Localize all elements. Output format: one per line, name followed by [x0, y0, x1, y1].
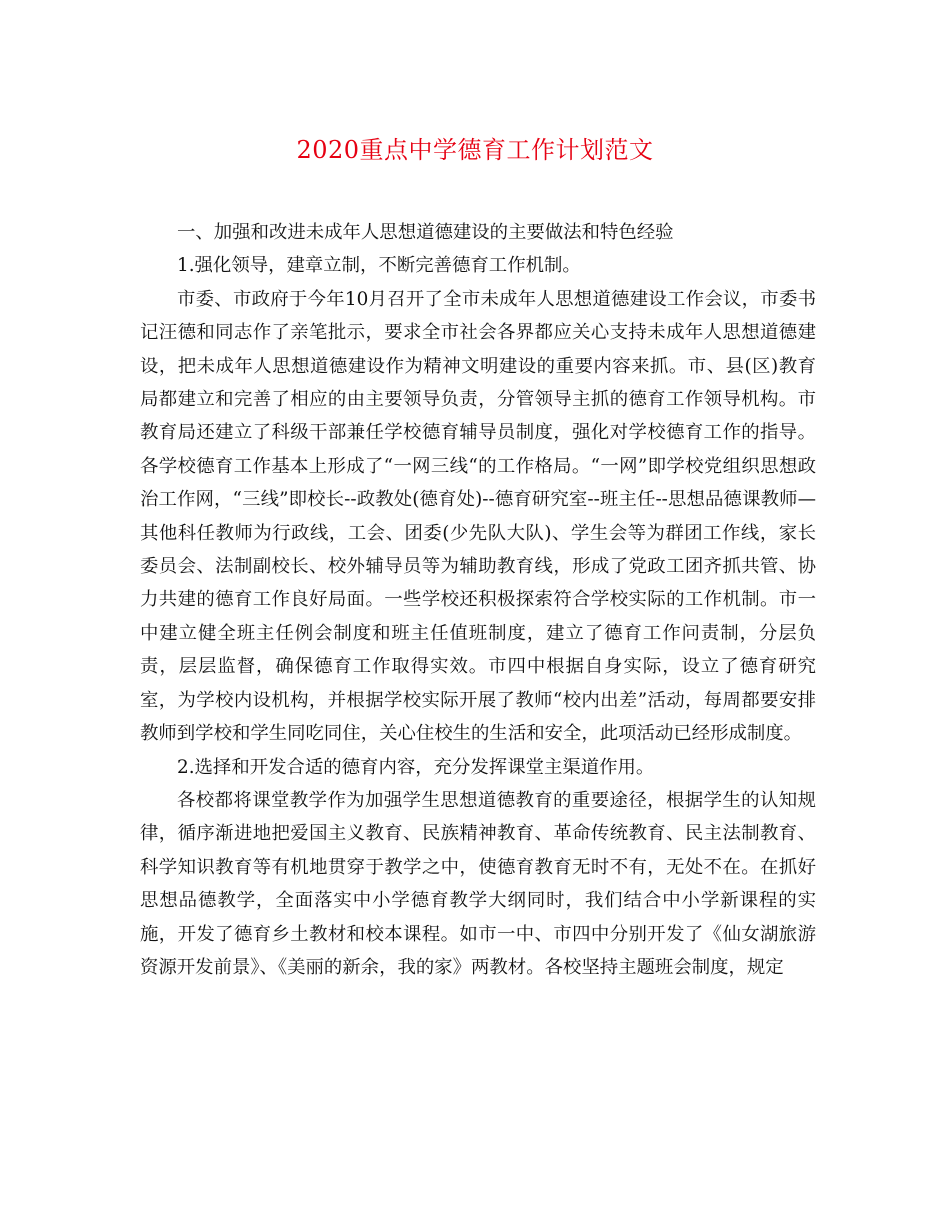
subsection-heading-2: 2.选择和开发合适的德育内容，充分发挥课堂主渠道作用。 [177, 756, 655, 778]
body-paragraph-2: 各校都将课堂教学作为加强学生思想道德教育的重要途径，根据学生的认知规律，循序渐进地把爱国主义教育、民族精神教育、革命传统教育、民主法制教育、科学知识教育等有机地贯穿于教学之中，使德育教育无时不有，无处不在。在抓好思想品德教学，全面落实中小学德育教学大纲同时，我们结合中小学新课程的实施，开发了德育乡土教材和校本课程。如市一中、市四中分别开发了《仙女湖旅游资源开发前景》、《美丽的新余，我的家》两教材。各校坚持主题班会制度，规定 [140, 789, 816, 978]
subsection-heading-1: 1.强化领导，建章立制，不断完善德育工作机制。 [177, 255, 581, 277]
section-heading: 一、加强和改进未成年人思想道德建设的主要做法和特色经验 [177, 222, 674, 243]
document-body [140, 216, 816, 984]
document-title: 2020重点中学德育工作计划范文 [296, 136, 654, 164]
body-paragraph-1: 市委、市政府于今年10月召开了全市未成年人思想道德建设工作会议，市委书记汪德和同志作了亲笔批示，要求全市社会各界都应关心支持未成年人思想道德建设，把未成年人思想道德建设作为精神文明建设的重要内容来抓。市、县(区)教育局都建立和完善了相应的由主要领导负责，分管领导主抓的德育工作领导机构。市教育局还建立了科级干部兼任学校德育辅导员制度，强化对学校德育工作的指导。各学校德育工作基本上形成了“一网三线“的工作格局。“一网”即学校党组织思想政治工作网，“三线”即校长--政教处(德育处)--德育研究室--班主任--思想品德课教师—其他科任教师为行政线，工会、团委(少先队大队)、学生会等为群团工作线，家长委员会、法制副校长、校外辅导员等为辅助教育线，形成了党政工团齐抓共管、协力共建的德育工作良好局面。一些学校还积极探索符合学校实际的工作机制。市一中建立健全班主任例会制度和班主任值班制度，建立了德育工作问责制，分层负责，层层监督，确保德育工作取得实效。市四中根据自身实际，设立了德育研究室，为学校内设机构，并根据学校实际开展了教师“校内出差”活动，每周都要安排教师到学校和学生同吃同住，关心住校生的生活和安全，此项活动已经形成制度。 [140, 288, 816, 745]
